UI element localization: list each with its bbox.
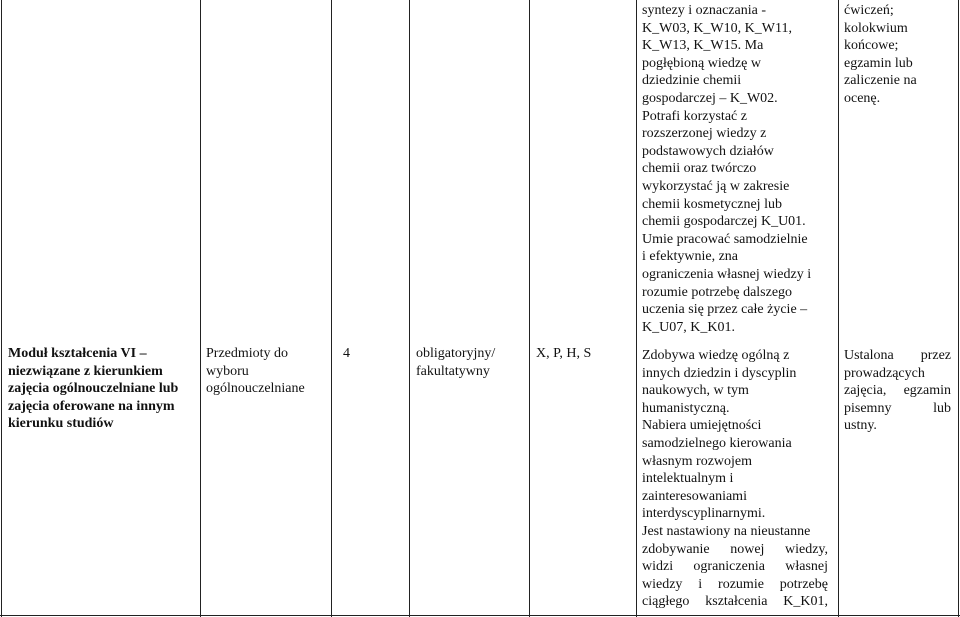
outcome-line: gospodarczej – K_W02.: [642, 90, 778, 106]
assessment-line: końcowe;: [844, 38, 899, 54]
assessment-bottom: [844, 347, 951, 417]
table-border-col6: [838, 0, 839, 617]
assessment-line: Ustalona przez: [844, 348, 951, 363]
table-border-col4: [529, 0, 530, 617]
outcome-line: pogłębioną wiedzę w: [642, 55, 761, 71]
outcome-line: chemii kosmetycznej lub: [642, 196, 782, 212]
outcome-line: innych dziedzin i dyscyplin: [642, 365, 797, 381]
table-border-col1: [200, 0, 201, 617]
outcome-line: własnym rozwojem: [642, 453, 753, 469]
outcome-line: wykorzystać ją w zakresie: [642, 178, 790, 194]
module-cell: [8, 345, 196, 433]
outcome-line: dziedzinie chemii: [642, 73, 742, 89]
areas-cell: [536, 345, 634, 363]
course-cell: [206, 345, 328, 398]
outcome-line: Umie pracować samodzielnie: [642, 231, 808, 247]
assessment-line: ustny.: [844, 418, 877, 434]
table-border-right: [958, 0, 959, 617]
outcome-line: Nabiera umiejętności: [642, 418, 762, 434]
table-border-left: [1, 0, 2, 617]
table-border-bottom: [0, 615, 960, 616]
outcome-line: chemii oraz twórczo: [642, 161, 757, 177]
outcome-line: humanistyczną.: [642, 400, 730, 416]
assessment-line: prowadzących: [844, 365, 925, 381]
ects-cell: [343, 345, 403, 363]
ects-value: 4: [343, 346, 350, 361]
outcome-line: K_W03, K_W10, K_W11,: [642, 20, 792, 36]
outcome-line: rozszerzonej wiedzy z: [642, 126, 767, 142]
course-line: ogólnouczelniane: [206, 381, 305, 397]
assessment-line: ćwiczeń;: [844, 3, 894, 18]
outcomes-bottom-justified: [642, 541, 828, 611]
assessment-line: zaliczenie na: [844, 73, 917, 89]
assessment-line: zajęcia, egzamin: [844, 383, 951, 399]
type-line: obligatoryjny/: [416, 346, 496, 361]
assessment-line: egzamin lub: [844, 55, 913, 71]
outcomes-top: [642, 2, 834, 336]
course-line: wyboru: [206, 363, 249, 379]
outcome-line: ograniczenia własnej wiedzy i: [642, 266, 812, 282]
module-name: Moduł kształcenia VI – niezwiązane z kierunkiem zajęcia ogólnouczelniane lub zajęcia oferowane na innym kierunku studiów: [8, 346, 179, 432]
type-cell: [416, 345, 526, 380]
outcome-line: zainteresowaniami: [642, 488, 747, 504]
outcome-line: interdyscyplinarnymi.: [642, 506, 766, 522]
table-border-col5: [636, 0, 637, 617]
outcome-line: samodzielnego kierowania: [642, 435, 792, 451]
outcome-line: chemii gospodarczej K_U01.: [642, 214, 806, 230]
assessment-bottom-last: [844, 417, 951, 435]
outcome-line: rozumie potrzebę dalszego: [642, 284, 793, 300]
assessment-top: [844, 2, 954, 108]
assessment-line: ocenę.: [844, 90, 881, 106]
course-line: Przedmioty do: [206, 346, 289, 361]
outcome-line: syntezy i oznaczania -: [642, 3, 766, 18]
outcome-line: podstawowych działów: [642, 143, 774, 159]
assessment-line: kolokwium: [844, 20, 908, 36]
outcome-line: Potrafi korzystać z: [642, 108, 747, 124]
outcome-line: K_W13, K_W15. Ma: [642, 38, 764, 54]
outcome-line: uczenia się przez całe życie –: [642, 302, 808, 318]
table-border-col3: [409, 0, 410, 617]
outcome-line: Jest nastawiony na nieustanne: [642, 523, 811, 539]
assessment-line: pisemny lub: [844, 400, 951, 416]
outcome-line: intelektualnym i: [642, 471, 734, 487]
outcome-line: zdobywanie nowej wiedzy,: [642, 541, 828, 557]
outcomes-bottom: [642, 347, 834, 541]
table-border-col2: [331, 0, 332, 617]
outcome-line: i efektywnie, zna: [642, 249, 739, 265]
outcome-line: widzi ograniczenia własnej: [642, 559, 828, 575]
type-line: fakultatywny: [416, 363, 490, 379]
outcome-line: Zdobywa wiedzę ogólną z: [642, 348, 790, 363]
outcome-line: wiedzy i rozumie potrzebę: [642, 576, 828, 592]
areas-value: X, P, H, S: [536, 346, 592, 361]
outcome-line: naukowych, w tym: [642, 383, 749, 399]
outcome-line: K_U07, K_K01.: [642, 319, 735, 335]
outcome-line: ciągłego kształcenia K_K01,: [642, 594, 828, 610]
